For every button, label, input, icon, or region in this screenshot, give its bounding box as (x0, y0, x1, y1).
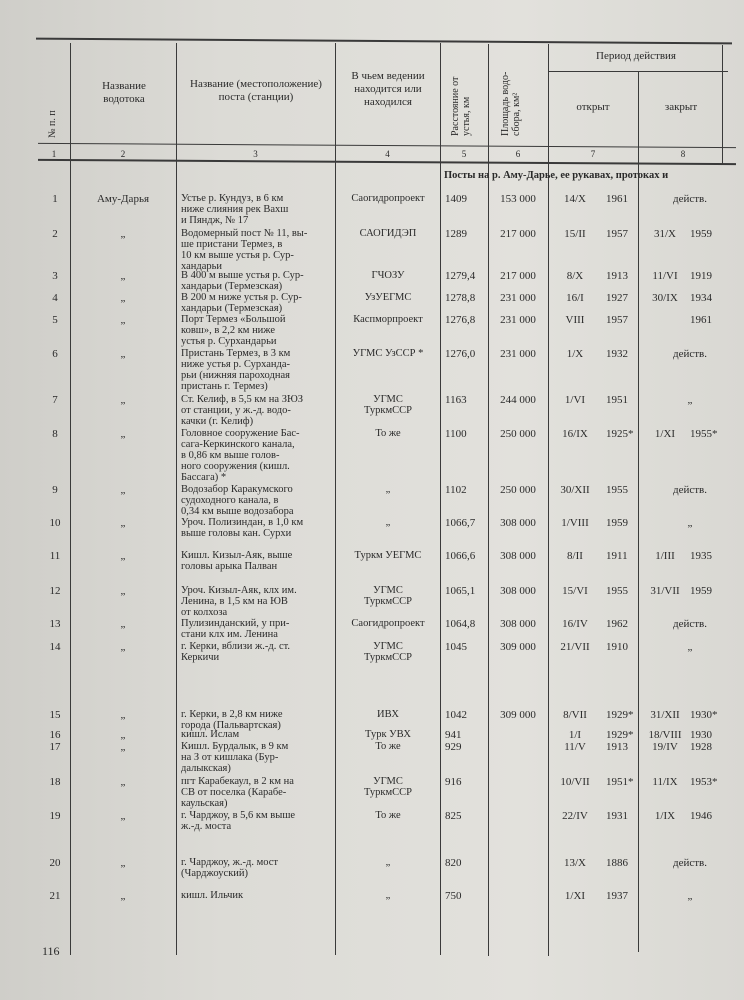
close-date: 30/IX (652, 292, 678, 304)
organization: То же (375, 810, 401, 821)
post-name: Уроч. Кизыл-Аяк, клх им. Ленина, в 1,5 км на ЮВ от колхоза (181, 585, 297, 618)
open-date: 1/XI (564, 890, 586, 902)
close-year: действ. (673, 484, 707, 496)
row-number: 12 (49, 585, 61, 597)
open-year: 1931 (606, 810, 628, 822)
col-num-1: 1 (51, 149, 57, 159)
catchment-area: 250 000 (500, 484, 536, 496)
open-year: 1911 (606, 550, 628, 562)
distance: 1279,4 (445, 270, 476, 282)
row-number: 3 (52, 270, 58, 282)
organization: ГЧОЗУ (371, 270, 405, 281)
open-year: 1951* (606, 776, 634, 788)
close-year: действ. (673, 618, 707, 630)
open-date: 8/II (567, 550, 583, 562)
close-date: 11/IX (652, 776, 678, 788)
header-col-number: № п. п (47, 110, 58, 138)
close-date: 1/IX (654, 810, 676, 822)
close-year: 1959 (690, 228, 712, 240)
close-year: 1930* (690, 709, 718, 721)
organization: Каспморпроект (353, 314, 423, 325)
distance: 1066,6 (445, 550, 476, 562)
header-organization: В чьем ведении находится или находился (351, 70, 425, 108)
organization: ИВХ (377, 709, 399, 720)
distance: 1066,7 (445, 517, 476, 529)
post-name: Головное сооружение Бас- сага-Керкинского канала, в 0,86 км выше голов- ного сооружения (кишл. Бассага) * (181, 428, 300, 483)
organization: УГМС ТуркмССР (364, 776, 412, 798)
post-name: Пулизинданский, у при- стани клх им. Ленина (181, 618, 290, 640)
catchment-area: 153 000 (500, 193, 536, 205)
row-number: 6 (52, 348, 58, 360)
distance: 1065,1 (445, 585, 476, 597)
open-date: VIII (565, 314, 585, 326)
post-name: пгт Карабекаул, в 2 км на СВ от поселка (Карабе- каульская) (181, 776, 294, 809)
river-name: „ (120, 741, 126, 753)
top-rule (36, 38, 732, 45)
row-number: 16 (49, 729, 61, 741)
row-number: 13 (49, 618, 61, 630)
row-number: 19 (49, 810, 61, 822)
post-name: кишл. Ислам (181, 729, 240, 740)
open-date: 21/VII (560, 641, 590, 653)
post-name: Кишл. Кизыл-Аяк, выше головы арыка Палван (181, 550, 293, 572)
open-date: 1/I (568, 729, 582, 741)
open-date: 15/VI (562, 585, 588, 597)
open-date: 14/X (564, 193, 586, 205)
post-name: Пристань Термез, в 3 км ниже устья р. Сурханда- рьи (нижняя пароходная пристань г. Термез) (181, 348, 291, 392)
river-name: „ (120, 709, 126, 721)
river-name: „ (120, 729, 126, 741)
open-year: 1929* (606, 729, 634, 741)
open-year: 1957 (606, 314, 628, 326)
distance: 750 (445, 890, 462, 902)
header-period: Период действия (596, 50, 676, 62)
distance: 1102 (445, 484, 467, 496)
row-number: 2 (52, 228, 58, 240)
distance: 1163 (445, 394, 467, 406)
close-year: действ. (673, 348, 707, 360)
distance: 929 (445, 741, 462, 753)
close-year: действ. (673, 193, 707, 205)
post-name: г. Керки, вблизи ж.-д. ст. Керкичи (181, 641, 291, 663)
organization: То же (375, 428, 401, 439)
distance: 916 (445, 776, 462, 788)
organization: „ (385, 484, 391, 495)
row-number: 20 (49, 857, 61, 869)
col-num-6: 6 (515, 149, 521, 159)
river-name: „ (120, 550, 126, 562)
row-number: 8 (52, 428, 58, 440)
close-year: 1959 (690, 585, 712, 597)
distance: 825 (445, 810, 462, 822)
open-year: 1962 (606, 618, 628, 630)
catchment-area: 309 000 (500, 641, 536, 653)
open-year: 1910 (606, 641, 628, 653)
col-num-4: 4 (385, 149, 390, 159)
catchment-area: 217 000 (500, 228, 536, 240)
row-number: 7 (52, 394, 58, 406)
open-date: 15/II (564, 228, 586, 240)
col-line-4 (440, 43, 441, 955)
open-year: 1955 (606, 484, 628, 496)
organization: САОГИДЭП (359, 228, 417, 239)
open-date: 10/VII (560, 776, 590, 788)
close-date: 31/X (654, 228, 676, 240)
post-name: В 400 м выше устья р. Сур- хандарьи (Термезская) (181, 270, 304, 292)
open-date: 8/VII (563, 709, 587, 721)
river-name: „ (120, 428, 126, 440)
river-name: „ (120, 857, 126, 869)
row-number: 9 (52, 484, 58, 496)
post-name: г. Чарджоу, ж.-д. мост (Чарджоуский) (181, 857, 278, 879)
organization: Саогидропроект (351, 193, 425, 204)
open-year: 1937 (606, 890, 628, 902)
distance: 1064,8 (445, 618, 476, 630)
organization: УГМС ТуркмССР (364, 585, 412, 607)
open-year: 1886 (606, 857, 628, 869)
river-name: Аму-Дарья (96, 193, 150, 205)
river-name: „ (120, 810, 126, 822)
open-year: 1913 (606, 741, 628, 753)
catchment-area: 244 000 (500, 394, 536, 406)
organization: Туркм УЕГМС (354, 550, 422, 561)
close-date: 11/VI (652, 270, 678, 282)
open-date: 1/VIII (561, 517, 589, 529)
row-number: 17 (49, 741, 61, 753)
catchment-area: 309 000 (500, 709, 536, 721)
open-year: 1961 (606, 193, 628, 205)
organization: Турк УВХ (365, 729, 411, 740)
open-date: 13/X (564, 857, 586, 869)
organization: „ (385, 517, 391, 528)
river-name: „ (120, 484, 126, 496)
organization: То же (375, 741, 401, 752)
close-year: 1919 (690, 270, 712, 282)
col-num-8: 8 (680, 149, 686, 159)
distance: 820 (445, 857, 462, 869)
post-name: Ст. Келиф, в 5,5 км на ЗЮЗ от станции, у ж.-д. водо- качки (г. Келиф) (181, 394, 304, 427)
catchment-area: 308 000 (500, 585, 536, 597)
row-number: 4 (52, 292, 58, 304)
close-year: „ (687, 890, 693, 902)
close-year: 1934 (690, 292, 712, 304)
close-year: 1953* (690, 776, 718, 788)
open-date: 30/XII (560, 484, 590, 496)
post-name: В 200 м ниже устья р. Сур- хандарьи (Термезская) (181, 292, 302, 314)
header-num-rule (38, 143, 736, 148)
close-date: 19/IV (652, 741, 678, 753)
catchment-area: 217 000 (500, 270, 536, 282)
river-name: „ (120, 641, 126, 653)
catchment-area: 308 000 (500, 517, 536, 529)
row-number: 21 (49, 890, 61, 902)
row-number: 14 (49, 641, 61, 653)
distance: 1289 (445, 228, 467, 240)
close-year: действ. (673, 857, 707, 869)
row-number: 18 (49, 776, 61, 788)
col-num-7: 7 (590, 149, 596, 159)
open-date: 22/IV (562, 810, 588, 822)
open-year: 1925* (606, 428, 634, 440)
section-title: Посты на р. Аму-Дарье, ее рукавах, протоках и (444, 170, 669, 181)
organization: УГМС ТуркмССР (364, 394, 412, 416)
river-name: „ (120, 228, 126, 240)
organization: „ (385, 890, 391, 901)
distance: 1276,8 (445, 314, 476, 326)
close-year: 1928 (690, 741, 712, 753)
col-num-2: 2 (120, 149, 126, 159)
header-area: Площадь водо- сбора, км² (500, 71, 522, 136)
open-year: 1955 (606, 585, 628, 597)
close-year: 1955* (690, 428, 718, 440)
close-year: 1935 (690, 550, 712, 562)
river-name: „ (120, 394, 126, 406)
close-year: „ (687, 641, 693, 653)
distance: 1045 (445, 641, 467, 653)
close-date: 1/XI (654, 428, 676, 440)
organization: УГМС ТуркмССР (364, 641, 412, 663)
post-name: г. Керки, в 2,8 км ниже города (Пальвартская) (181, 709, 283, 731)
river-name: „ (120, 890, 126, 902)
river-name: „ (120, 314, 126, 326)
organization: Саогидропроект (351, 618, 425, 629)
catchment-area: 308 000 (500, 618, 536, 630)
col-line-2 (176, 43, 177, 955)
header-bottom-rule (38, 159, 736, 165)
distance: 1278,8 (445, 292, 476, 304)
catchment-area: 231 000 (500, 314, 536, 326)
open-date: 11/V (564, 741, 586, 753)
header-river-name: Название водотока (102, 80, 146, 105)
open-date: 16/I (566, 292, 584, 304)
open-year: 1959 (606, 517, 628, 529)
row-number: 11 (49, 550, 61, 562)
col-num-5: 5 (461, 149, 467, 159)
close-date: 1/III (655, 550, 675, 562)
open-year: 1957 (606, 228, 628, 240)
river-name: „ (120, 270, 126, 282)
close-year: 1946 (690, 810, 712, 822)
post-name: Устье р. Кундуз, в 6 км ниже слияния рек Вахш и Пяндж, № 17 (181, 193, 289, 226)
open-date: 16/IX (562, 428, 588, 440)
river-name: „ (120, 517, 126, 529)
river-name: „ (120, 585, 126, 597)
post-name: г. Чарджоу, в 5,6 км выше ж.-д. моста (181, 810, 296, 832)
river-name: „ (120, 348, 126, 360)
river-name: „ (120, 618, 126, 630)
header-closed: закрыт (664, 101, 698, 113)
catchment-area: 250 000 (500, 428, 536, 440)
post-name: кишл. Ильчик (181, 890, 244, 901)
organization: „ (385, 857, 391, 868)
open-date: 8/X (566, 270, 584, 282)
open-date: 1/VI (564, 394, 586, 406)
header-post-name: Название (местоположение) поста (станции) (190, 78, 322, 103)
open-year: 1913 (606, 270, 628, 282)
distance: 1276,0 (445, 348, 476, 360)
row-number: 15 (49, 709, 61, 721)
close-date: 18/VIII (648, 729, 682, 741)
open-date: 1/X (566, 348, 584, 360)
page-number: 116 (42, 944, 60, 958)
organization: УГМС УзССР * (352, 348, 424, 359)
organization: УзУЕГМС (364, 292, 412, 303)
post-name: Водомерный пост № 11, вы- ше пристани Термез, в 10 км выше устья р. Сур- хандарьи (181, 228, 308, 272)
open-year: 1929* (606, 709, 634, 721)
distance: 941 (445, 729, 462, 741)
river-name: „ (120, 292, 126, 304)
close-date: 31/VII (650, 585, 680, 597)
post-name: Кишл. Бурдалык, в 9 км на З от кишлака (Бур- далыкская) (181, 741, 289, 774)
open-year: 1932 (606, 348, 628, 360)
open-year: 1951 (606, 394, 628, 406)
row-number: 1 (52, 193, 58, 205)
open-date: 16/IV (562, 618, 588, 630)
distance: 1409 (445, 193, 467, 205)
river-name: „ (120, 776, 126, 788)
catchment-area: 231 000 (500, 348, 536, 360)
col-num-3: 3 (253, 149, 258, 159)
row-number: 10 (49, 517, 61, 529)
post-name: Порт Термез «Большой ковш», в 2,2 км ниже устья р. Сурхандарьи (181, 314, 286, 347)
post-name: Уроч. Полизиндан, в 1,0 км выше головы кан. Сурхи (181, 517, 304, 539)
close-year: 1930 (690, 729, 712, 741)
row-number: 5 (52, 314, 58, 326)
post-name: Водозабор Каракумского судоходного канала, в 0,34 км выше водозабора (181, 484, 294, 517)
catchment-area: 231 000 (500, 292, 536, 304)
header-opened: открыт (576, 101, 610, 113)
header-distance: Расстояние от устья, км (450, 76, 472, 136)
close-year: „ (687, 394, 693, 406)
close-year: „ (687, 517, 693, 529)
catchment-area: 308 000 (500, 550, 536, 562)
close-year: 1961 (690, 314, 712, 326)
distance: 1042 (445, 709, 467, 721)
open-year: 1927 (606, 292, 628, 304)
close-date: 31/XII (650, 709, 680, 721)
distance: 1100 (445, 428, 467, 440)
